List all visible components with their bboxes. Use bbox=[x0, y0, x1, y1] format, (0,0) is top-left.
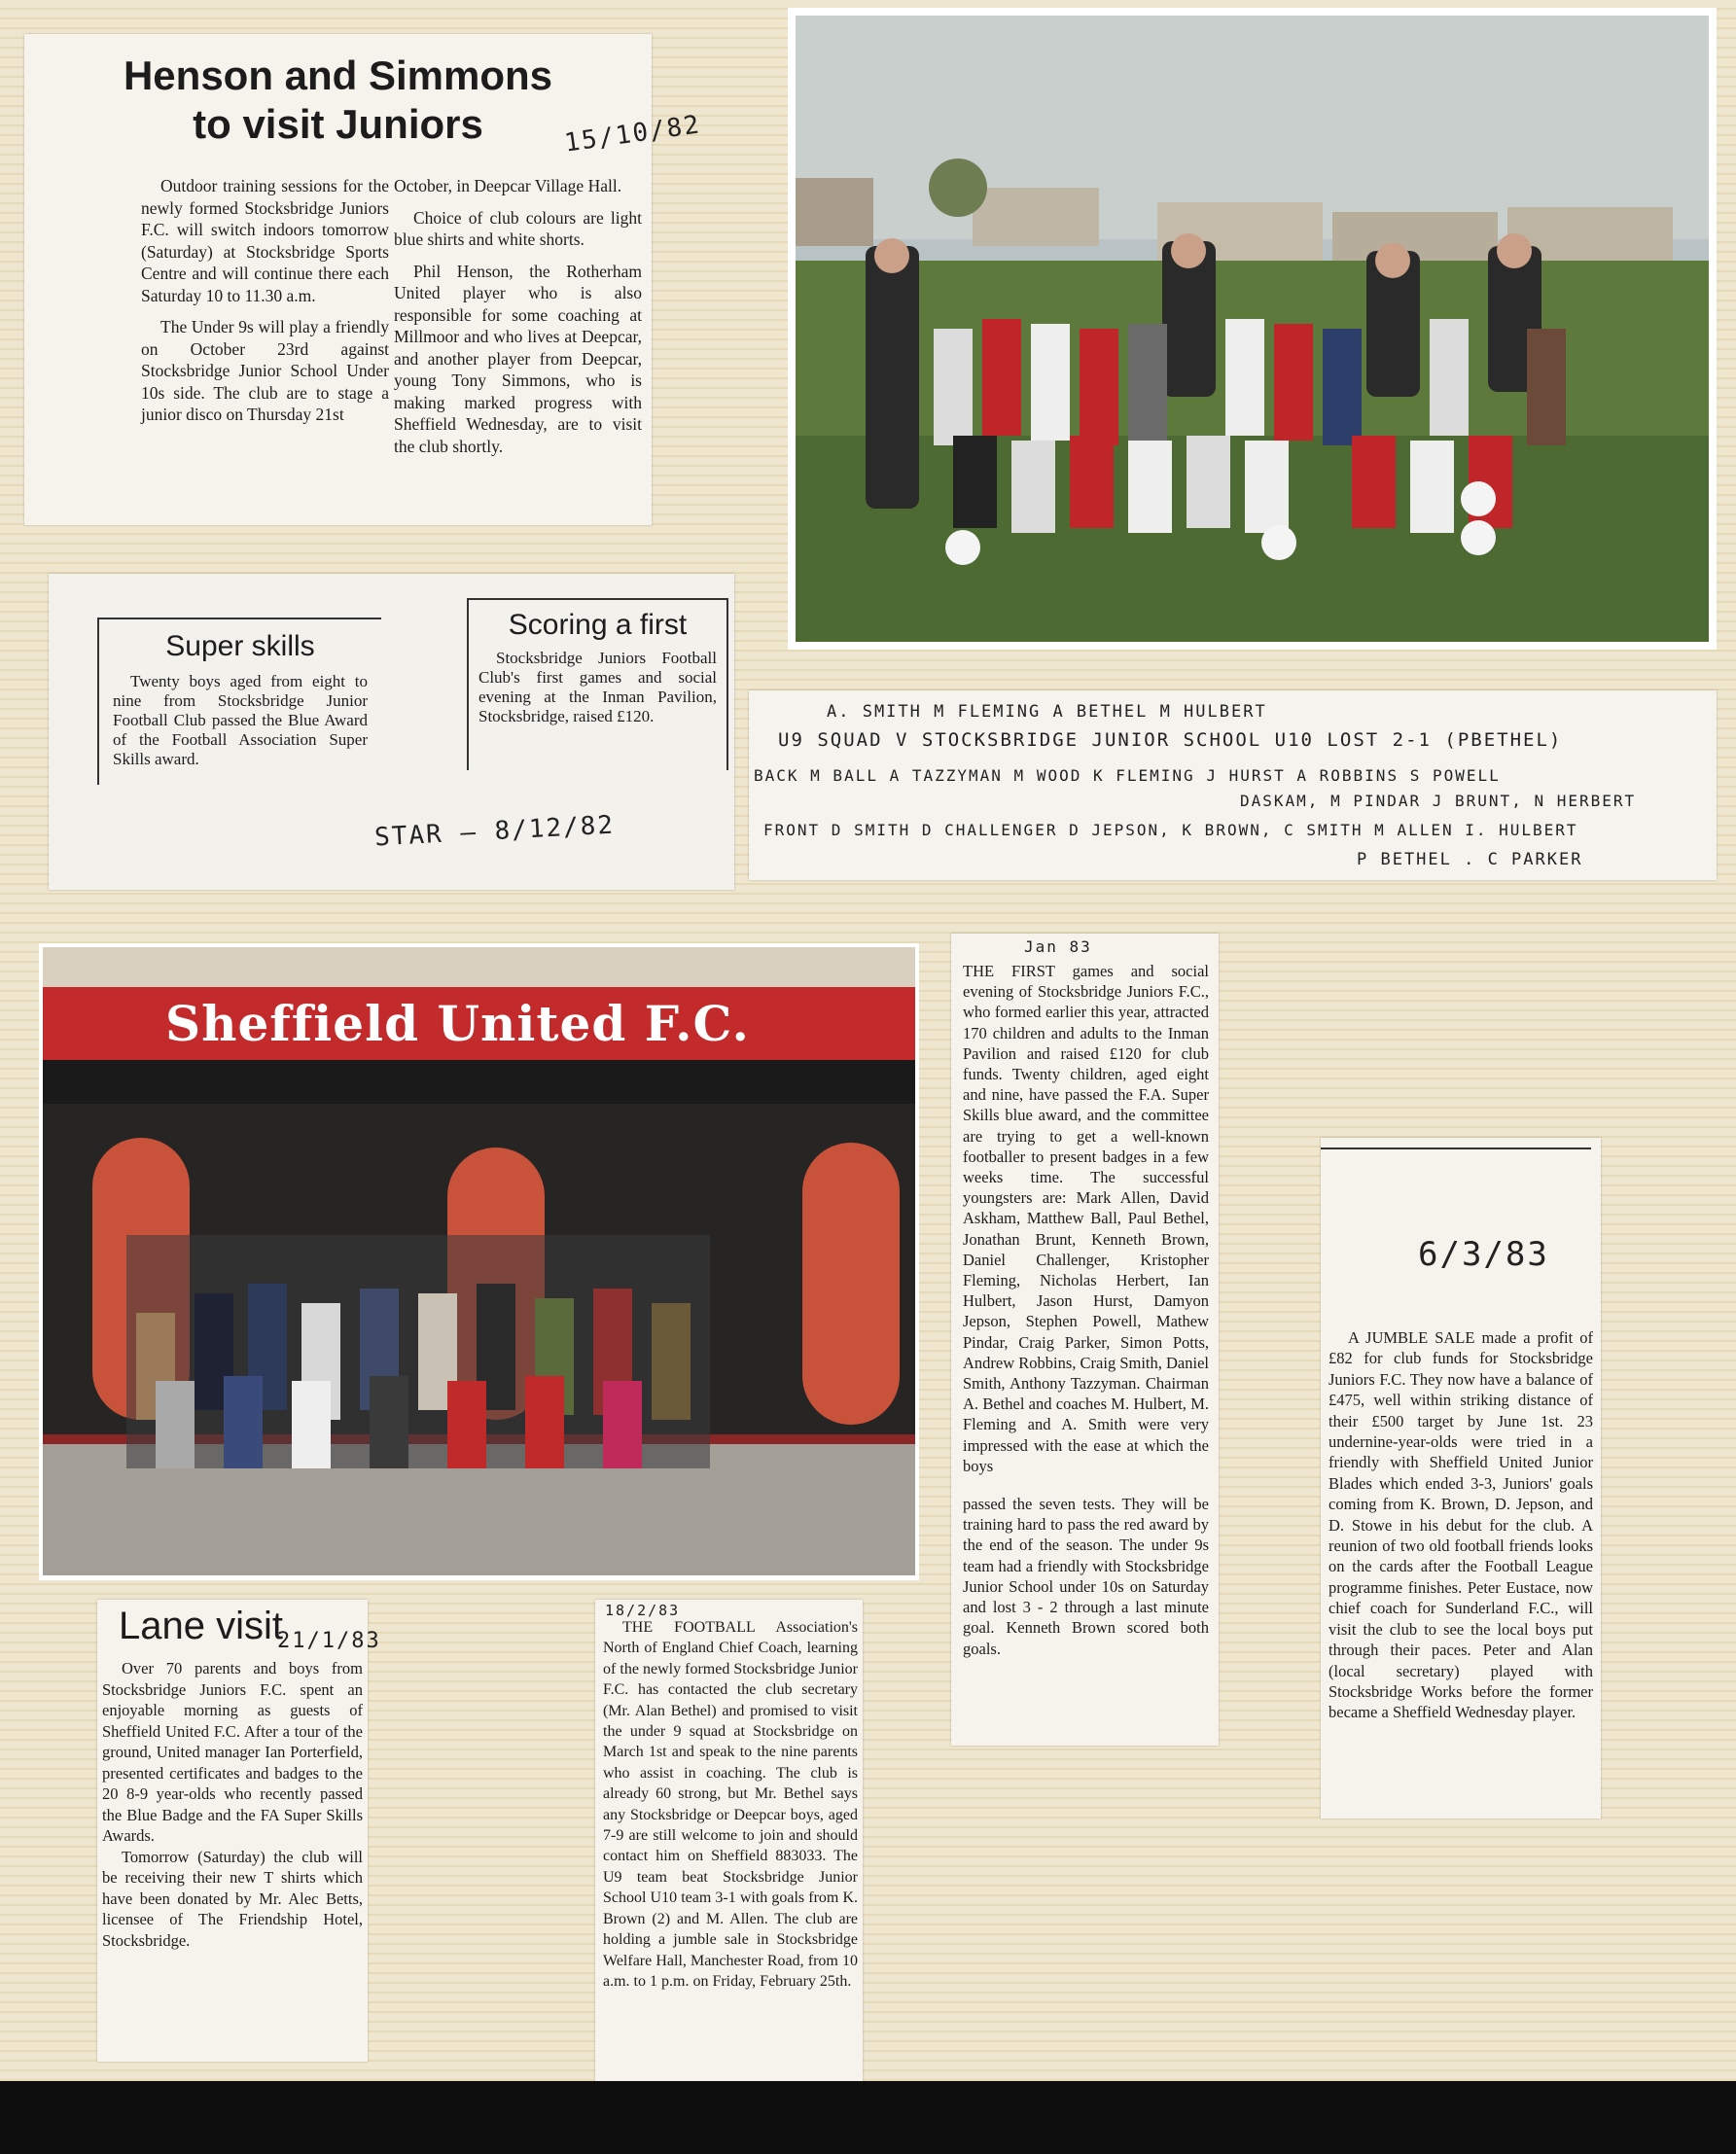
clipping-football-association: 18/2/83 THE FOOTBALL Association's North of England Chief Coach, learning of the newly formed Stocksbridge Junior F.C. has contacted the club secretary (Mr. Alan Bethel) and promised to visit the under 9 squad at Stocksbridge on March 1st and speak to the nine parents who assist in coaching. The club is already 60 strong, but Mr. Bethel says any Stocksbridge or Deepcar boys, aged 7-9 are still welcome to join and should contact him on Sheffield 883033. The U9 team beat Stocksbridge Junior School U10 team 3-1 with goals from K. Brown (2) and M. Allen. The club are holding a jumble sale in Stocksbridge Welfare Hall, Manchester Road, from 10 a.m. to 1 p.m. on Friday, February 25th. bbox=[595, 1600, 863, 2091]
scan-bottom-edge bbox=[0, 2081, 1736, 2154]
sheffield-united-photo bbox=[39, 943, 919, 1580]
stadium-sign: Sheffield United F.C. bbox=[165, 995, 750, 1052]
star-clippings-panel bbox=[49, 574, 734, 890]
clipping-jumble-sale: 6/3/83 A JUMBLE SALE made a profit of £82 for club funds for Stocksbridge Juniors F.C. They now have a balance of £475, well within striking distance of their £500 target by June 1st. 23 undernine-year-olds were tried in a friendly with Sheffield United Junior Blades which ended 3-3, Juniors' goals coming from K. Brown, D. Jepson, and D. Stowe in his debut for the club. A reunion of two old football friends looks on the cards after the Football League programme finishes. Peter Eustace, now chief coach for Sunderland F.C., will visit the club to see the local boys put through their paces. Peter and Alan (local secretary) played with Stocksbridge Works before the former became a Sheffield Wednesday player. bbox=[1321, 1138, 1601, 1819]
clipping-super-skills: Super skills Twenty boys aged from eight to nine from Stocksbridge Junior Football Club passed the Blue Award of the Football Association Super Skills award. bbox=[97, 618, 381, 785]
clipping-henson-simmons bbox=[24, 34, 703, 525]
column-2: October, in Deepcar Village Hall. Choice of club colours are light blue shirts and white shorts. Phil Henson, the Rotherham United player who is also responsible for some coaching at Millmoor and who lives at Deepcar, and another player from Deepcar, young Tony Simmons, who is making marked progress with Sheffield Wednesday, are to visit the club shortly. bbox=[394, 176, 642, 456]
clipping-top-rule bbox=[1321, 1148, 1591, 1149]
team-caption-card: A. SMITH M FLEMING A BETHEL M HULBERT U9 SQUAD V STOCKSBRIDGE JUNIOR SCHOOL U10 LOST 2-1 (PBETHEL) BACK M BALL A TAZZYMAN M WOOD K FLEMING J HURST A ROBBINS S POWELL DASKAM, M PINDAR J BRUNT, N HERBERT FRONT D SMITH D CHALLENGER D JEPSON, K BROWN, C SMITH M ALLEN I. HULBERT P BETHEL . C PARKER bbox=[749, 690, 1717, 880]
clipping-scoring-first: Scoring a first Stocksbridge Juniors Football Club's first games and social evening at the Inman Pavilion, Stocksbridge, raised £120. bbox=[467, 598, 728, 770]
clipping-first-games: Jan 83 THE FIRST games and social evening of Stocksbridge Juniors F.C., who formed earlier this year, attracted 170 children and adults to the Inman Pavilion and raised £120 for club funds. Twenty children, aged eight and nine, have passed the F.A. Super Skills blue award, and the committee are trying to get a well-known footballer to present badges in a few weeks time. The successful youngsters are: Mark Allen, David Askham, Matthew Ball, Paul Bethel, Jonathan Brunt, Kenneth Brown, Daniel Challenger, Kristopher Fleming, Nicholas Herbert, Ian Hulbert, Jason Hurst, Damyon Jepson, Stephen Powell, Mathew Pindar, Craig Parker, Simon Potts, Andrew Robbins, Craig Smith, Daniel Smith, Anthony Tazzyman. Chairman A. Bethel and coaches M. Hulbert, M. Fleming and A. Smith were very impressed with the ease at which the boys passed the seven tests. They will be training hard to pass the red award by the end of the season. The under 9s team had a friendly with Stocksbridge Junior School under 10s on Saturday and lost 3 - 2 through a last minute goal. Kenneth Brown scored both goals. bbox=[951, 934, 1219, 1746]
handwritten-date: 15/10/82 bbox=[562, 110, 703, 159]
headline: Henson and Simmons to visit Juniors bbox=[123, 53, 553, 147]
column-1: Outdoor training sessions for the newly formed Stocksbridge Juniors F.C. will switch indoors tomorrow (Saturday) at Stocksbridge Sports Centre and will continue there each Saturday 10 to 11.30 a.m. The Under 9s will play a friendly on October 23rd against Stocksbridge Junior School Under 10s side. The club are to stage a junior disco on Thursday 21st bbox=[141, 176, 389, 424]
team-photo bbox=[788, 8, 1717, 650]
clipping-lane-visit: Lane visit 21/1/83 Over 70 parents and boys from Stocksbridge Juniors F.C. spent an enjoyable morning as guests of Sheffield United F.C. After a tour of the ground, United manager Ian Porterfield, presented certificates and badges to the 20 8-9 year-olds who recently passed the Blue Badge and the FA Super Skills Awards. Tomorrow (Saturday) the club will be receiving their new T shirts which have been donated by Mr. Alec Betts, licensee of The Friendship Hotel, Stocksbridge. bbox=[97, 1600, 368, 2062]
star-date-note: STAR — 8/12/82 bbox=[373, 810, 616, 853]
team-photo-image bbox=[788, 8, 1717, 650]
